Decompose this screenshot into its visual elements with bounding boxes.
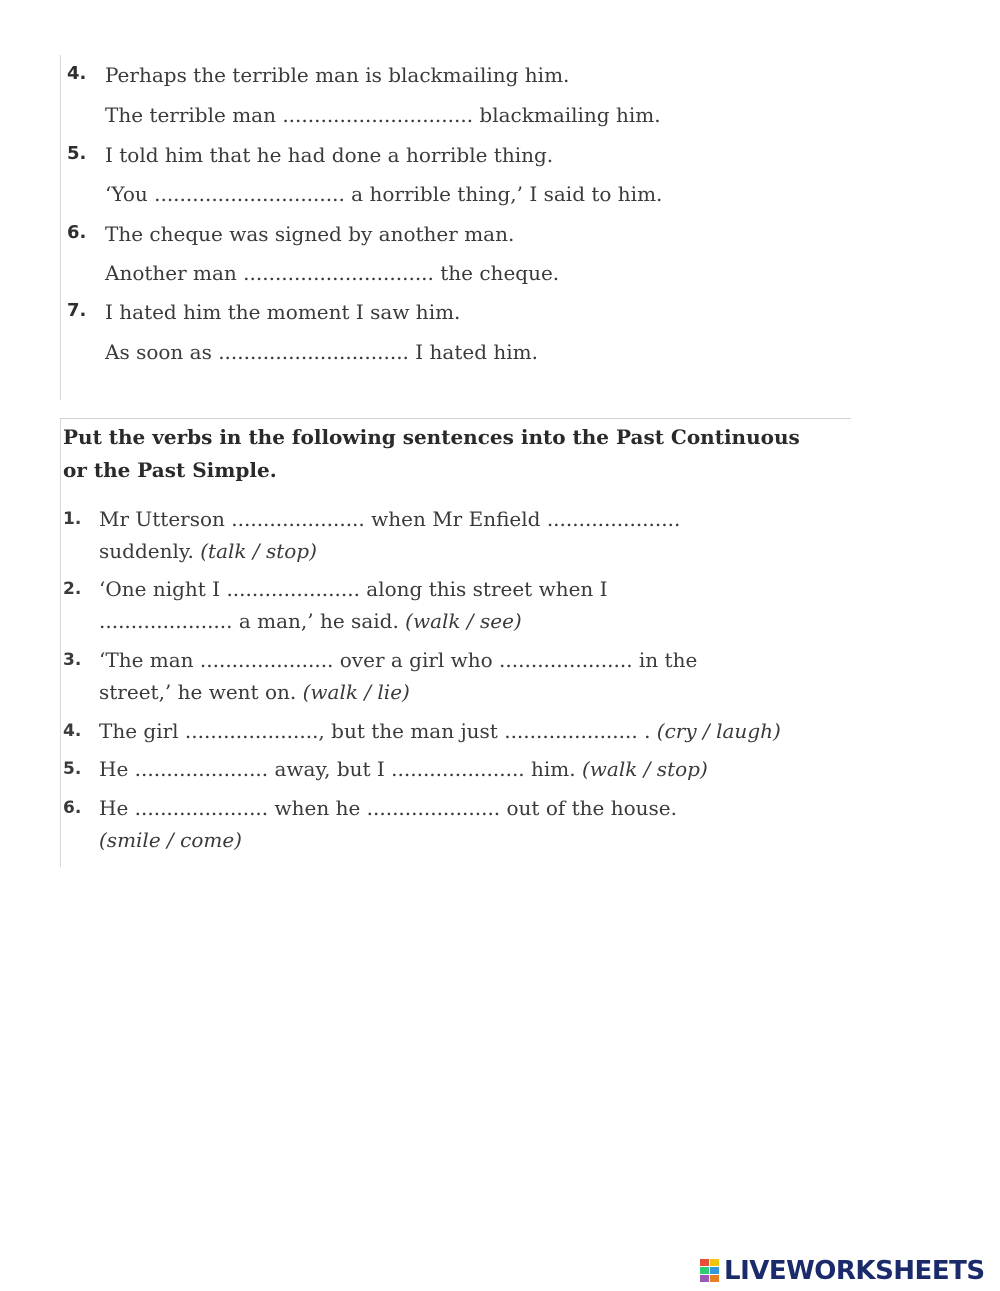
exercise-line xyxy=(99,676,410,708)
exercise-line: Mr Utterson ..................... when Mr Enfield ..................... xyxy=(99,507,681,531)
exercise-number: 4. xyxy=(63,721,82,741)
exercise-6 xyxy=(61,792,841,856)
liveworksheets-logo xyxy=(700,1256,985,1286)
verb-hint: (cry / laugh) xyxy=(656,719,781,743)
instruction-heading xyxy=(63,421,843,487)
instruction-line: Put the verbs in the following sentences into the Past Continuous xyxy=(63,425,800,449)
instruction-line: or the Past Simple. xyxy=(63,458,277,482)
transformation-section xyxy=(60,55,861,400)
exercise-line xyxy=(99,535,317,567)
past-tense-section xyxy=(60,418,851,867)
item-transform: The terrible man .............................. blackmailing him. xyxy=(105,103,661,127)
exercise-line xyxy=(99,753,708,785)
item-text: I hated him the moment I saw him. xyxy=(105,300,461,324)
exercise-line xyxy=(99,605,522,637)
exercise-text: suddenly. xyxy=(99,539,201,563)
item-transform: As soon as .............................. I hated him. xyxy=(105,340,538,364)
exercise-text: street,’ he went on. xyxy=(99,680,303,704)
verb-hint: (talk / stop) xyxy=(200,539,317,563)
verb-hint: (smile / come) xyxy=(99,828,242,852)
verb-hint: (walk / stop) xyxy=(581,757,708,781)
exercise-3 xyxy=(61,644,841,708)
exercise-1 xyxy=(61,503,841,567)
item-number: 6. xyxy=(67,222,87,243)
exercise-text: The girl ....................., but the man just ..................... . xyxy=(99,719,657,743)
exercise-line xyxy=(99,715,781,747)
exercise-5 xyxy=(61,753,841,785)
exercise-text: He ..................... away, but I ..................... him. xyxy=(99,757,582,781)
exercise-number: 5. xyxy=(63,759,82,779)
item-text: The cheque was signed by another man. xyxy=(105,222,515,246)
item-number: 5. xyxy=(67,143,87,164)
verb-hint: (walk / lie) xyxy=(302,680,410,704)
liveworksheets-logo-icon xyxy=(700,1259,720,1283)
item-transform: ‘You .............................. a horrible thing,’ I said to him. xyxy=(105,182,663,206)
exercise-number: 6. xyxy=(63,798,82,818)
exercise-number: 2. xyxy=(63,579,82,599)
item-transform: Another man .............................. the cheque. xyxy=(105,261,560,285)
logo-text: LIVEWORKSHEETS xyxy=(724,1256,985,1286)
exercise-number: 1. xyxy=(63,509,82,529)
item-number: 4. xyxy=(67,63,87,84)
item-text: I told him that he had done a horrible thing. xyxy=(105,143,554,167)
item-number: 7. xyxy=(67,300,87,321)
item-text: Perhaps the terrible man is blackmailing him. xyxy=(105,63,570,87)
exercise-text: ..................... a man,’ he said. xyxy=(99,609,406,633)
verb-hint: (walk / see) xyxy=(405,609,522,633)
exercise-line: He ..................... when he ..................... out of the house. xyxy=(99,796,677,820)
exercise-4 xyxy=(61,715,841,747)
exercise-number: 3. xyxy=(63,650,82,670)
exercise-line: ‘The man ..................... over a girl who ..................... in the xyxy=(99,648,698,672)
exercise-2 xyxy=(61,573,841,637)
exercise-line: ‘One night I ..................... along this street when I xyxy=(99,577,608,601)
